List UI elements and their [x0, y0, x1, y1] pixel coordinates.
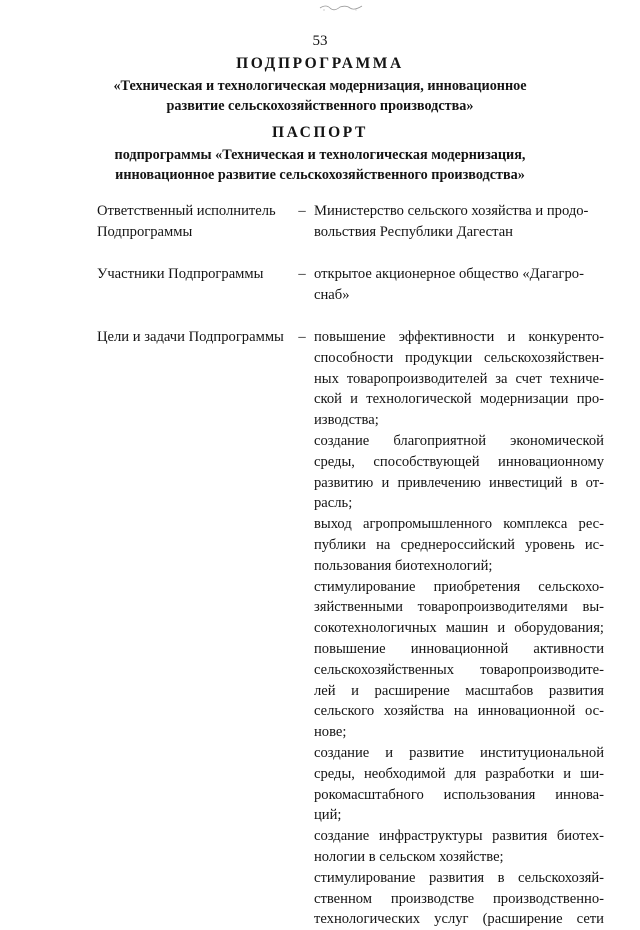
row-label-line: Подпрограммы: [97, 223, 193, 240]
row-value-line: расль;: [314, 495, 353, 512]
subprogram-name-line: «Техническая и технологическая модернизация, инновационное: [113, 78, 527, 94]
passport-title: ПАСПОРТ: [272, 124, 368, 141]
subprogram-name-line: развитие сельскохозяйственного производства»: [166, 98, 474, 114]
row-dash: –: [298, 266, 306, 282]
row-value-line: развитию и привлечению инвестиций в от-: [314, 474, 604, 491]
subprogram-title: ПОДПРОГРАММА: [236, 55, 404, 72]
row-label: [97, 264, 292, 285]
row-value-line: сельскохозяйственных товаропроизводите-: [314, 661, 604, 678]
row-value: [314, 201, 604, 243]
row-value: [314, 327, 604, 930]
row-value-line: выход агропромышленного комплекса рес-: [314, 516, 604, 533]
row-value-line: среды, необходимой для разработки и ши-: [314, 765, 604, 782]
row-label: [97, 327, 292, 348]
row-value-line: нологии в сельском хозяйстве;: [314, 848, 504, 865]
row-value-line: нове;: [314, 724, 347, 741]
row-dash: –: [298, 329, 306, 345]
passport-name-line: инновационное развитие сельскохозяйственного производства»: [115, 167, 525, 183]
row-value-line: ций;: [314, 807, 342, 824]
row-value-line: публики на среднероссийский уровень ис-: [314, 536, 604, 553]
row-value-line: создание благоприятной экономической: [314, 432, 604, 449]
row-value-line: среды, способствующей инновационному: [314, 453, 604, 470]
row-value-line: создание инфраструктуры развития биотех-: [314, 828, 604, 845]
row-value-line: изводства;: [314, 412, 379, 429]
row-value-line: рокомасштабного использования иннова-: [314, 786, 604, 803]
row-value-line: открытое акционерное общество «Дагагро-: [314, 266, 584, 282]
row-value-line: снаб»: [314, 286, 350, 303]
row-value-line: сельского хозяйства на инновационной ос-: [314, 703, 604, 720]
row-value-line: способности продукции сельскохозяйствен-: [314, 349, 604, 366]
row-dash: –: [298, 203, 306, 219]
row-value-line: вольствия Республики Дагестан: [314, 223, 513, 240]
row-value: [314, 264, 604, 306]
passport-name: [0, 145, 640, 185]
row-value-line: ственном производстве производственно-: [314, 890, 604, 907]
row-value-line: лей и расширение масштабов развития: [314, 682, 604, 699]
row-label: [97, 201, 292, 243]
row-value-line: зяйственными товаропроизводителями вы-: [314, 599, 604, 616]
page-number: 53: [312, 33, 328, 49]
row-value-line: технологических услуг (расширение сети: [314, 911, 604, 928]
scan-artifact-mark: [318, 2, 364, 12]
row-value-line: повышение эффективности и конкуренто-: [314, 329, 604, 345]
row-value-line: стимулирование развития в сельскохозяй-: [314, 869, 604, 886]
subprogram-name: [0, 76, 640, 116]
row-label-line: Цели и задачи Подпрограммы: [97, 329, 284, 345]
row-value-line: Министерство сельского хозяйства и продо-: [314, 203, 589, 219]
row-value-line: ской и технологической модернизации про-: [314, 391, 604, 408]
row-label-line: Участники Подпрограммы: [97, 266, 264, 282]
row-value-line: пользования биотехнологий;: [314, 557, 493, 574]
row-value-line: сокотехнологичных машин и оборудования;: [314, 620, 604, 637]
row-value-line: стимулирование приобретения сельскохо-: [314, 578, 604, 595]
passport-name-line: подпрограммы «Техническая и технологическая модернизация,: [114, 147, 526, 163]
row-value-line: повышение инновационной активности: [314, 640, 604, 657]
row-value-line: создание и развитие институциональной: [314, 744, 604, 761]
row-value-line: ных товаропроизводителей за счет техниче-: [314, 370, 604, 387]
row-label-line: Ответственный исполнитель: [97, 203, 276, 219]
